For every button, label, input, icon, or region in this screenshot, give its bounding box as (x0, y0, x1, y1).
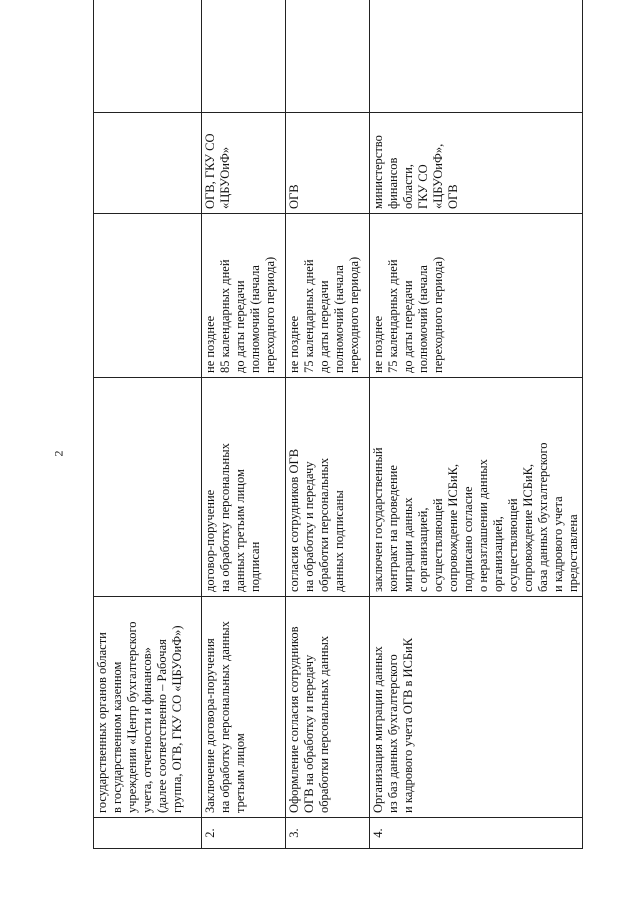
responsible-cell: ОГВ (286, 113, 370, 214)
result-cell (94, 378, 202, 597)
deadline-cell: не позднее 75 календарных дней до даты передачи полномочий (начала переходного периода) (286, 214, 370, 378)
responsible-cell (94, 113, 202, 214)
responsible-cell: ОГВ, ГКУ СО «ЦБУОиФ» (202, 113, 286, 214)
extra-cell (202, 0, 286, 113)
result-cell: заключен государственный контракт на проведение миграции данных с организацией, осуществляющей сопровождение ИСБиК, подписано согласие о неразглашении данных организацией, осуществляющей сопровождение ИСБиК, база данных бухгалтерского и кадрового учета предоставлена (370, 378, 583, 597)
extra-cell (370, 0, 583, 113)
row-number: 4. (370, 818, 583, 849)
extra-cell (94, 0, 202, 113)
responsible-cell: министерство финансов области, ГКУ СО «ЦБУОиФ», ОГВ (370, 113, 583, 214)
task-cell: Оформление согласия сотрудников ОГВ на обработку и передачу обработки персональных данных (286, 597, 370, 818)
row-number (94, 818, 202, 849)
table-row (370, 0, 583, 849)
deadline-cell (94, 214, 202, 378)
table-row (202, 0, 286, 849)
task-cell: Организация миграции данных из баз данных бухгалтерского и кадрового учета ОГВ в ИСБиК (370, 597, 583, 818)
action-plan-table (93, 0, 583, 849)
rotated-table-wrapper (93, 49, 580, 849)
deadline-cell: не позднее 75 календарных дней до даты передачи полномочий (начала переходного периода) (370, 214, 583, 378)
row-number: 3. (286, 818, 370, 849)
row-number: 2. (202, 818, 286, 849)
extra-cell (286, 0, 370, 113)
table-row (94, 0, 202, 849)
result-cell: согласия сотрудников ОГВ на обработку и передачу обработки персональных данных подписаны (286, 378, 370, 597)
page-number: 2 (51, 450, 66, 457)
result-cell: договор-поручение на обработку персональных данных третьим лицом подписан (202, 378, 286, 597)
deadline-cell: не позднее 85 календарных дней до даты передачи полномочий (начала переходного периода) (202, 214, 286, 378)
task-cell: государственных органов области в государственном казенном учреждении «Центр бухгалтерского учета, отчетности и финансов» (далее соответственно – Рабочая группа, ОГВ, ГКУ СО «ЦБУОиФ») (94, 597, 202, 818)
task-cell: Заключение договора-поручения на обработку персональных данных третьим лицом (202, 597, 286, 818)
table-row (286, 0, 370, 849)
